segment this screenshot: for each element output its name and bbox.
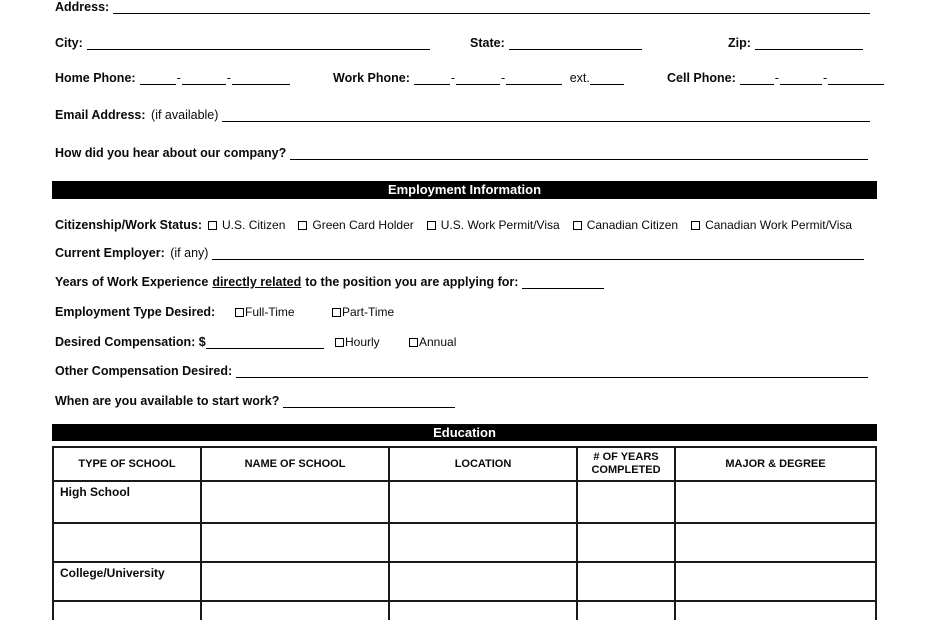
cell-phone-blank (740, 73, 774, 85)
zip-blank (755, 38, 863, 50)
email-row (55, 108, 877, 122)
current-employer-row (55, 246, 877, 260)
compensation-label: Desired Compensation: $ (55, 335, 206, 349)
current-employer-label: Current Employer: (55, 246, 165, 260)
school-type-cell (53, 523, 201, 562)
hear-about-row (55, 146, 877, 160)
name-of-school-cell (201, 523, 389, 562)
column-header-major-degree: MAJOR & DEGREE (675, 447, 876, 481)
cell-phone-label: Cell Phone: (667, 71, 736, 85)
city-label: City: (55, 36, 83, 50)
location-cell (389, 601, 577, 620)
years-completed-cell (577, 523, 675, 562)
education-section-header: Education (52, 424, 877, 441)
email-hint: (if available) (151, 108, 219, 122)
address-blank (113, 2, 870, 14)
experience-row (55, 275, 877, 289)
employment-section-header: Employment Information (52, 181, 877, 199)
city-blank (87, 38, 430, 50)
address-row (55, 0, 877, 14)
employment-type-row (55, 305, 877, 319)
education-table (52, 446, 877, 620)
table-row (53, 523, 876, 562)
table-row (53, 601, 876, 620)
part-time-label: Part-Time (342, 305, 395, 319)
annual-label: Annual (419, 335, 457, 349)
employment-type-label: Employment Type Desired: (55, 305, 216, 319)
column-header-type-of-school: TYPE OF SCHOOL (53, 447, 201, 481)
work-phone-blank (456, 73, 500, 85)
home-phone-blank (140, 73, 176, 85)
citizenship-option-label: Canadian Work Permit/Visa (705, 218, 853, 232)
education-header-row (53, 447, 876, 481)
current-employer-blank (212, 248, 864, 260)
hear-about-label: How did you hear about our company? (55, 146, 287, 160)
citizenship-option-label: Green Card Holder (312, 218, 414, 232)
name-of-school-cell (201, 601, 389, 620)
citizenship-option-label: U.S. Work Permit/Visa (440, 218, 560, 232)
citizenship-option-label: U.S. Citizen (222, 218, 286, 232)
green-card-checkbox (298, 221, 307, 230)
current-employer-hint: (if any) (170, 246, 209, 260)
name-of-school-cell (201, 562, 389, 601)
cell-phone-blank (828, 73, 884, 85)
years-completed-cell (577, 481, 675, 523)
years-completed-cell (577, 601, 675, 620)
email-label: Email Address: (55, 108, 146, 122)
state-blank (509, 38, 642, 50)
table-row (53, 481, 876, 523)
ext-blank (590, 73, 624, 85)
citizenship-label: Citizenship/Work Status: (55, 218, 203, 232)
ext-label: ext. (569, 71, 590, 85)
experience-underlined-text: directly related (212, 275, 302, 289)
other-compensation-row (55, 364, 877, 378)
start-work-row (55, 394, 877, 408)
compensation-row (55, 335, 877, 349)
part-time-checkbox (332, 308, 341, 317)
canadian-work-permit-checkbox (691, 221, 700, 230)
experience-text: Years of Work Experience (55, 275, 209, 289)
name-of-school-cell (201, 481, 389, 523)
major-degree-cell (675, 523, 876, 562)
major-degree-cell (675, 481, 876, 523)
school-type-cell: College/University (53, 562, 201, 601)
work-phone-blank (414, 73, 450, 85)
annual-checkbox (409, 338, 418, 347)
hourly-label: Hourly (345, 335, 380, 349)
experience-blank (522, 277, 604, 289)
work-phone-blank (506, 73, 562, 85)
home-phone-blank (182, 73, 226, 85)
us-citizen-checkbox (208, 221, 217, 230)
citizenship-row (55, 218, 877, 232)
state-label: State: (470, 36, 505, 50)
location-cell (389, 523, 577, 562)
major-degree-cell (675, 601, 876, 620)
us-work-permit-checkbox (427, 221, 436, 230)
application-form-page: Address: City: State: Zip: Home Phone: - - Work Phone: - - ext. Cell Phone: - - Email Address: (if available) How did you hear about our company? Employment Information Citizenship/Work Status: U.S. Citizen Green Card Holder U.S. Work Permit/Visa Canadian Citizen Canadian Work Permit/Visa Current Employer: (if any) Years of Work Experience directly related to the position you are applying for: Employment Type Desired: Full-Time Part-Time Desired Compensation: $ Hourly Annual Other Compensation Desired: When are you available to start work? Education TYPE OF SCHOOL NAME OF SCHOOL LOCATION # OF YEARS COMPLETED MAJOR & DEGREE High School College/University (0, 0, 930, 620)
column-header-location: LOCATION (389, 447, 577, 481)
full-time-label: Full-Time (245, 305, 295, 319)
compensation-blank (206, 337, 324, 349)
home-phone-blank (232, 73, 290, 85)
home-phone-label: Home Phone: (55, 71, 136, 85)
address-label: Address: (55, 0, 110, 14)
years-completed-cell (577, 562, 675, 601)
major-degree-cell (675, 562, 876, 601)
other-compensation-blank (236, 366, 868, 378)
column-header-years-completed: # OF YEARS COMPLETED (577, 447, 675, 481)
full-time-checkbox (235, 308, 244, 317)
email-blank (222, 110, 870, 122)
citizenship-option-label: Canadian Citizen (586, 218, 679, 232)
work-phone-label: Work Phone: (333, 71, 410, 85)
hourly-checkbox (335, 338, 344, 347)
start-work-label: When are you available to start work? (55, 394, 280, 408)
canadian-citizen-checkbox (573, 221, 582, 230)
table-row (53, 562, 876, 601)
hear-about-blank (290, 148, 868, 160)
zip-label: Zip: (728, 36, 751, 50)
experience-text: to the position you are applying for: (305, 275, 519, 289)
other-compensation-label: Other Compensation Desired: (55, 364, 233, 378)
school-type-cell: High School (53, 481, 201, 523)
column-header-name-of-school: NAME OF SCHOOL (201, 447, 389, 481)
cell-phone-blank (780, 73, 822, 85)
school-type-cell (53, 601, 201, 620)
location-cell (389, 562, 577, 601)
location-cell (389, 481, 577, 523)
start-work-blank (283, 396, 455, 408)
